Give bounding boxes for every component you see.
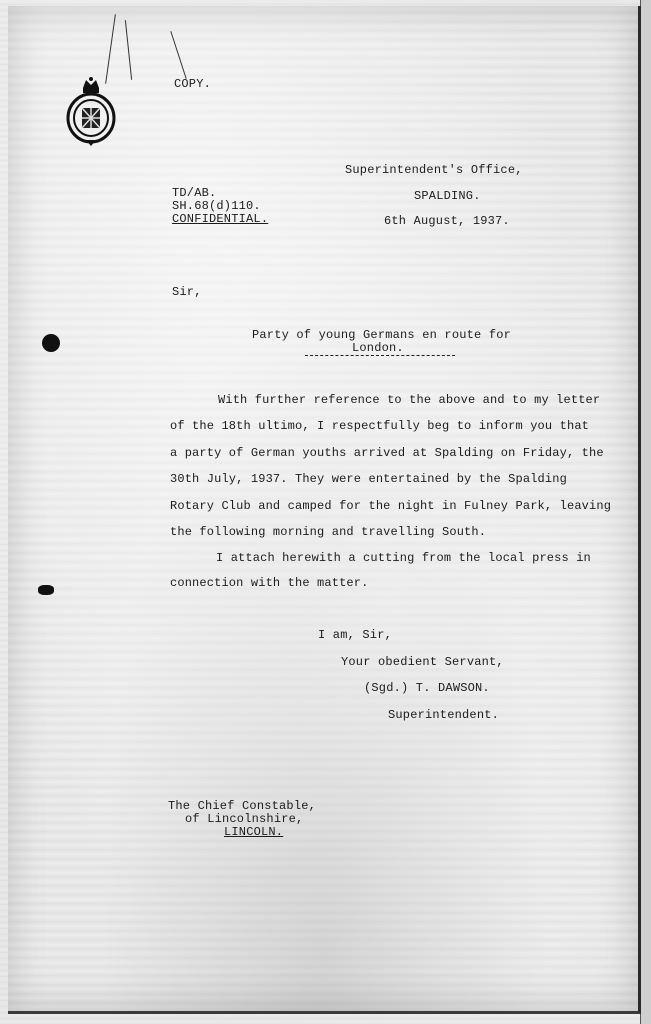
subject-line-2: London.: [352, 341, 404, 355]
body-line: of the 18th ultimo, I respectfully beg to inform you that: [170, 419, 590, 433]
classification-label: CONFIDENTIAL.: [172, 212, 269, 226]
royal-crest-icon: [64, 76, 118, 146]
signatory-title: Superintendent.: [388, 708, 500, 722]
office-line: Superintendent's Office,: [345, 163, 523, 177]
scan-edge: [640, 0, 651, 1024]
punch-hole: [42, 334, 60, 352]
subject-line-1: Party of young Germans en route for: [252, 328, 512, 342]
addressee-line-1: The Chief Constable,: [168, 799, 317, 813]
addressee-line-2: of Lincolnshire,: [185, 812, 304, 826]
subject-underline: [305, 355, 455, 356]
addressee-line-3: LINCOLN.: [224, 825, 284, 839]
copy-label: COPY.: [174, 77, 212, 91]
reference-file-number: SH.68(d)110.: [172, 199, 261, 213]
body-line: connection with the matter.: [170, 576, 369, 590]
letter-date: 6th August, 1937.: [384, 214, 510, 228]
punch-hole: [38, 585, 54, 595]
salutation: Sir,: [172, 285, 202, 299]
body-line: a party of German youths arrived at Spalding on Friday, the: [170, 446, 604, 460]
town-line: SPALDING.: [414, 189, 481, 203]
body-line: I attach herewith a cutting from the local press in: [216, 551, 591, 565]
signature-line: (Sgd.) T. DAWSON.: [364, 681, 490, 695]
body-line: 30th July, 1937. They were entertained by the Spalding: [170, 472, 567, 486]
reference-initials: TD/AB.: [172, 186, 217, 200]
body-line: With further reference to the above and to my letter: [218, 393, 601, 407]
closing-line-1: I am, Sir,: [318, 628, 393, 642]
body-line: the following morning and travelling South.: [170, 525, 487, 539]
body-line: Rotary Club and camped for the night in Fulney Park, leaving: [170, 499, 612, 513]
closing-line-2: Your obedient Servant,: [341, 655, 504, 669]
